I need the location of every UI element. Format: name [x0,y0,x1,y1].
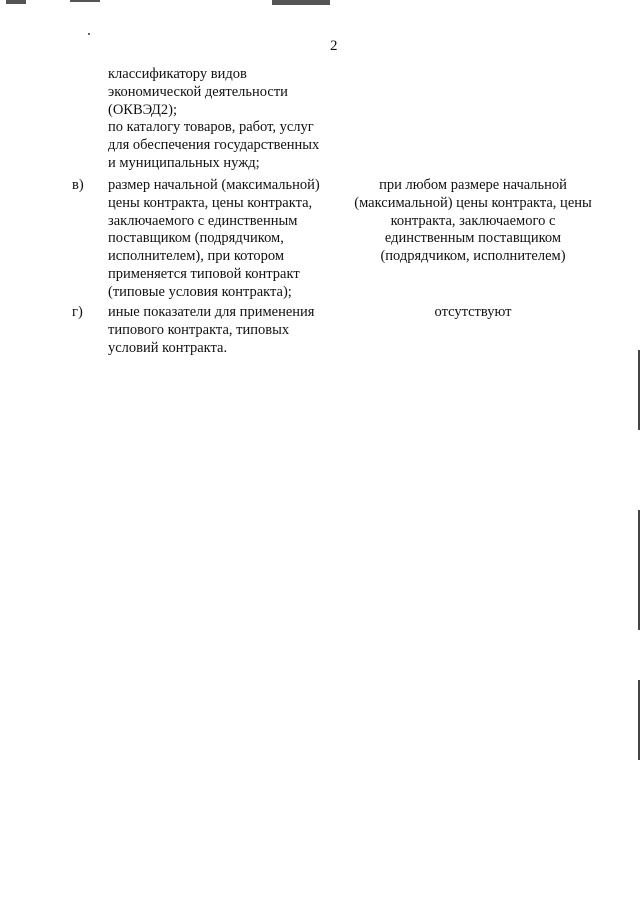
intro-line: экономической деятельности [108,83,288,100]
intro-line: по каталогу товаров, работ, услуг [108,119,314,136]
description-line: применяется типовой контракт [108,265,300,282]
value-line: (максимальной) цены контракта, цены [354,194,592,211]
value-line: при любом размере начальной [379,177,567,193]
description-line: заключаемого с единственным [108,212,298,229]
item-marker: в) [72,177,84,193]
description-line: поставщиком (подрядчиком, [108,230,284,247]
item-value [345,304,601,322]
intro-continuation [108,66,348,173]
item-description [108,177,348,302]
scan-artifact-top-3 [272,0,330,5]
page-number: 2 [330,38,338,54]
scan-artifact-dot [88,33,90,35]
item-description [108,304,348,357]
intro-line: для обеспечения государственных [108,137,320,154]
description-line: размер начальной (максимальной) [108,177,320,193]
value-line: отсутствуют [434,304,512,320]
intro-line: и муниципальных нужд; [108,154,260,171]
scan-artifact-top-2 [70,0,100,2]
description-line: условий контракта. [108,339,228,356]
description-line: (типовые условия контракта); [108,283,292,300]
description-line: цены контракта, цены контракта, [108,194,313,211]
description-line: исполнителем), при котором [108,248,285,265]
item-marker: г) [72,304,83,320]
scan-artifact-top-1 [6,0,26,4]
item-value [345,177,601,266]
intro-line: (ОКВЭД2); [108,101,177,118]
description-line: типового контракта, типовых [108,321,290,338]
value-line: единственным поставщиком [384,230,562,247]
value-line: (подрядчиком, исполнителем) [380,248,566,265]
intro-line: классификатору видов [108,66,247,82]
description-line: иные показатели для применения [108,304,315,320]
value-line: контракта, заключаемого с [390,212,556,229]
